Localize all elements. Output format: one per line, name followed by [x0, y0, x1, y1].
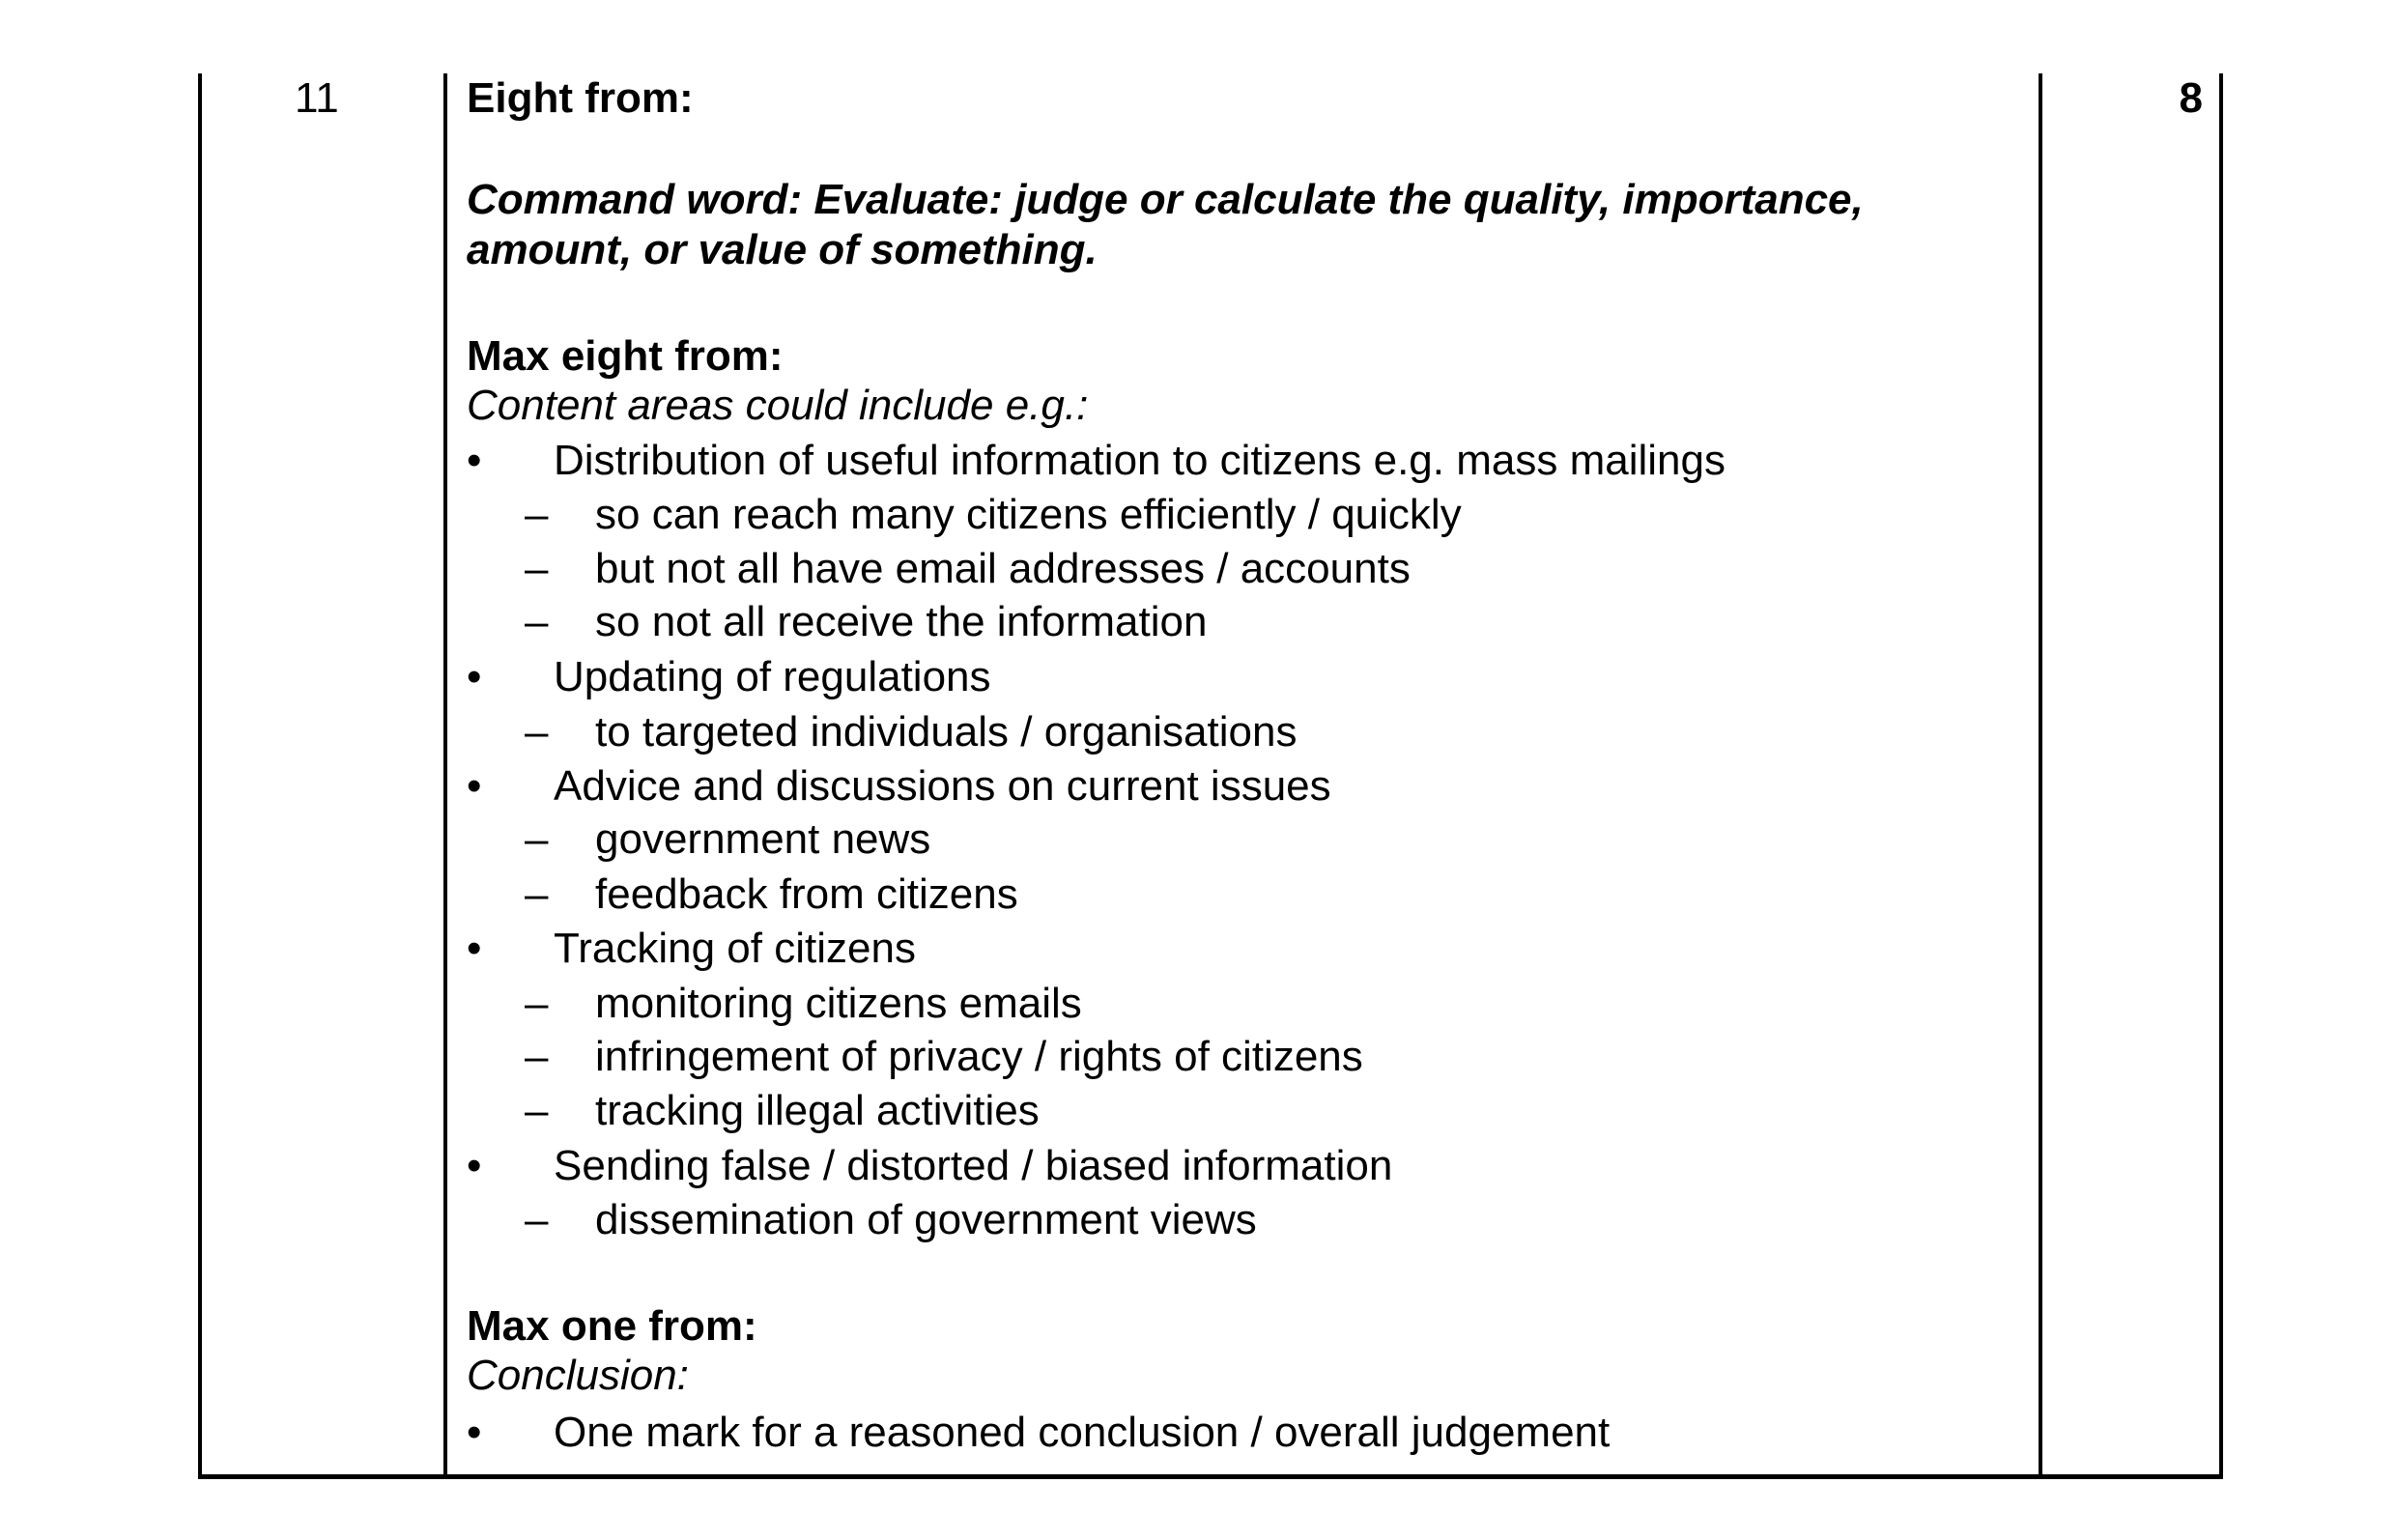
sub-item-text: dissemination of government views — [595, 1196, 1257, 1243]
bullet-text: Tracking of citizens — [554, 925, 916, 972]
sub-item-text: to targeted individuals / organisations — [595, 708, 1298, 756]
sub-item-text: but not all have email addresses / accounts — [595, 545, 1411, 592]
dash-icon: – — [525, 708, 549, 756]
section-2-subtitle: Conclusion: — [467, 1352, 689, 1399]
dash-icon: – — [525, 980, 549, 1027]
sub-item-text: monitoring citizens emails — [595, 980, 1082, 1027]
sub-item-text: feedback from citizens — [595, 870, 1018, 918]
sub-item-text: tracking illegal activities — [595, 1087, 1040, 1134]
column-divider-2 — [2039, 73, 2042, 1478]
section-1-title: Max eight from: — [467, 332, 784, 380]
bullet-icon: • — [467, 437, 482, 484]
bullet-icon: • — [467, 925, 482, 972]
bullet-icon: • — [467, 762, 482, 810]
column-divider-1 — [443, 73, 447, 1478]
bullet-text: Sending false / distorted / biased information — [554, 1142, 1393, 1189]
sub-item-text: government news — [595, 815, 931, 863]
section-1-subtitle: Content areas could include e.g.: — [467, 382, 1089, 429]
sub-item-text: so not all receive the information — [595, 598, 1208, 645]
bullet-text: Updating of regulations — [554, 653, 991, 700]
bullet-icon: • — [467, 653, 482, 700]
command-word-line-1: Command word: Evaluate: judge or calculate the quality, importance, — [467, 176, 1864, 223]
sub-item-text: infringement of privacy / rights of citizens — [595, 1033, 1363, 1080]
bullet-text: One mark for a reasoned conclusion / overall judgement — [554, 1409, 1611, 1456]
dash-icon: – — [525, 545, 549, 592]
table-border-left — [198, 73, 202, 1478]
bullet-text: Advice and discussions on current issues — [554, 762, 1331, 810]
marks-value: 8 — [2179, 74, 2203, 122]
dash-icon: – — [525, 1087, 549, 1134]
dash-icon: – — [525, 1196, 549, 1243]
dash-icon: – — [525, 870, 549, 918]
bullet-icon: • — [467, 1142, 482, 1189]
sub-item-text: so can reach many citizens efficiently / quickly — [595, 491, 1462, 538]
dash-icon: – — [525, 815, 549, 863]
bullet-text: Distribution of useful information to citizens e.g. mass mailings — [554, 437, 1726, 484]
dash-icon: – — [525, 598, 549, 645]
section-2-title: Max one from: — [467, 1302, 757, 1350]
bullet-icon: • — [467, 1409, 482, 1456]
dash-icon: – — [525, 1033, 549, 1080]
dash-icon: – — [525, 491, 549, 538]
heading: Eight from: — [467, 74, 694, 122]
command-word-line-2: amount, or value of something. — [467, 226, 1098, 273]
table-border-right — [2219, 73, 2223, 1478]
question-number: 11 — [295, 74, 339, 122]
table-border-bottom — [198, 1474, 2223, 1479]
